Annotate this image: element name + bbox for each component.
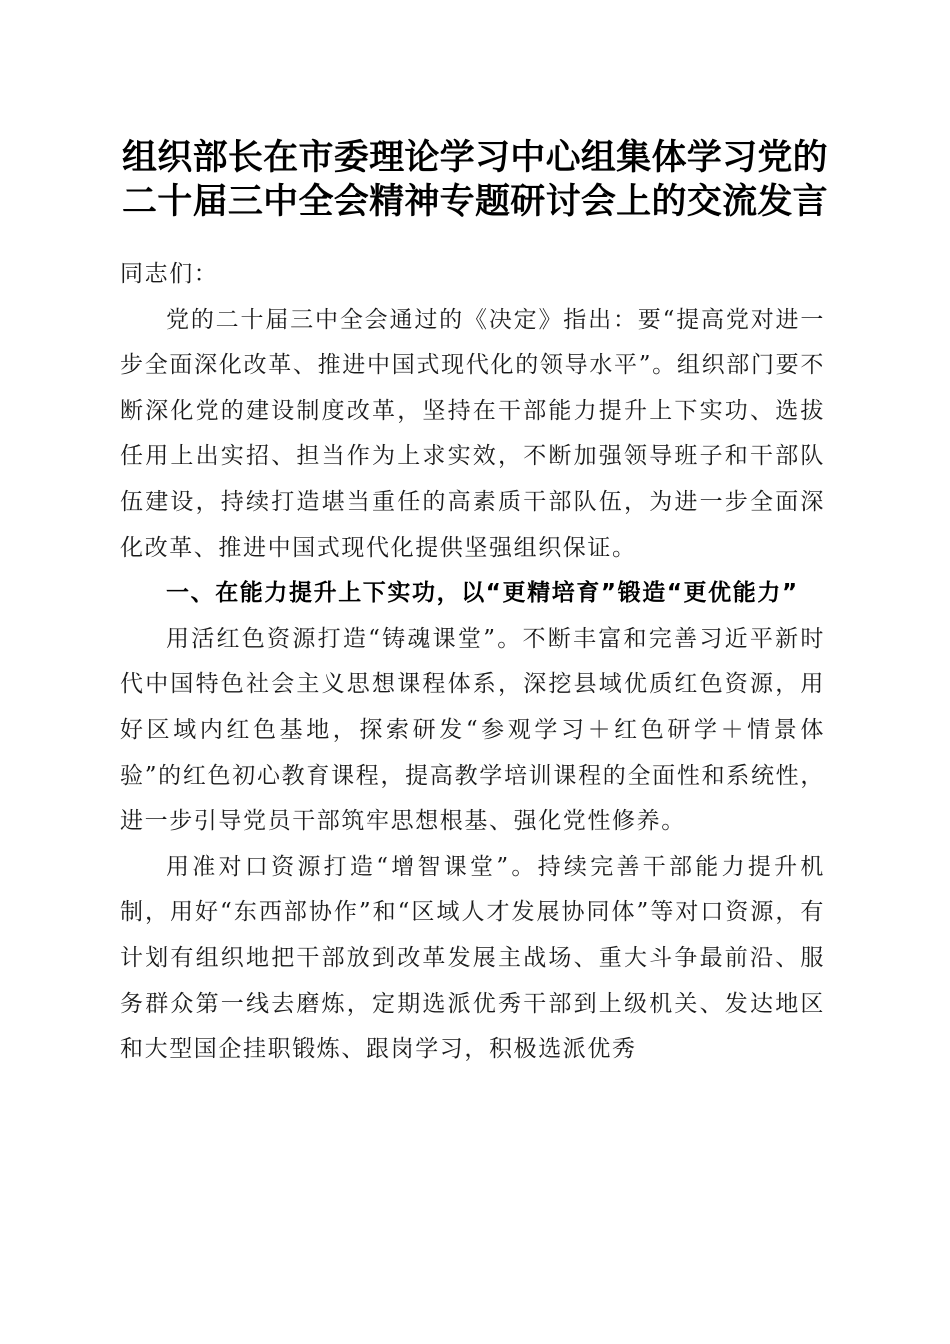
document-title xyxy=(112,136,838,224)
section-heading-1: 一、在能力提升上下实功，以“更精培育”锻造“更优能力” xyxy=(166,580,799,607)
salutation: 同志们： xyxy=(120,261,219,287)
paragraph-2: 用准对口资源打造“增智课堂”。持续完善干部能力提升机制，用好“东西部协作”和“区域人才发展协同体”等对口资源，有计划有组织地把干部放到改革发展主战场、重大斗争最前沿、服务群众第一线去磨炼，定期选派优秀干部到上级机关、发达地区和大型国企挂职锻炼、跟岗学习，积极选派优秀 xyxy=(120,853,825,1063)
document-body xyxy=(120,252,825,1073)
title-line-1: 组织部长在市委理论学习中心组集体学习党的 xyxy=(121,138,828,178)
title-line-2: 二十届三中全会精神专题研讨会上的交流发言 xyxy=(121,182,828,222)
paragraph-1: 用活红色资源打造“铸魂课堂”。不断丰富和完善习近平新时代中国特色社会主义思想课程体系，深挖县域优质红色资源，用好区域内红色基地，探索研发“参观学习＋红色研学＋情景体验”的红色初心教育课程，提高教学培训课程的全面性和系统性，进一步引导党员干部筑牢思想根基、强化党性修养。 xyxy=(120,625,825,835)
intro-paragraph: 党的二十届三中全会通过的《决定》指出：要“提高党对进一步全面深化改革、推进中国式现代化的领导水平”。组织部门要不断深化党的建设制度改革，坚持在干部能力提升上下实功、选拔任用上出实招、担当作为上求实效，不断加强领导班子和干部队伍建设，持续打造堪当重任的高素质干部队伍，为进一步全面深化改革、推进中国式现代化提供坚强组织保证。 xyxy=(120,306,825,561)
